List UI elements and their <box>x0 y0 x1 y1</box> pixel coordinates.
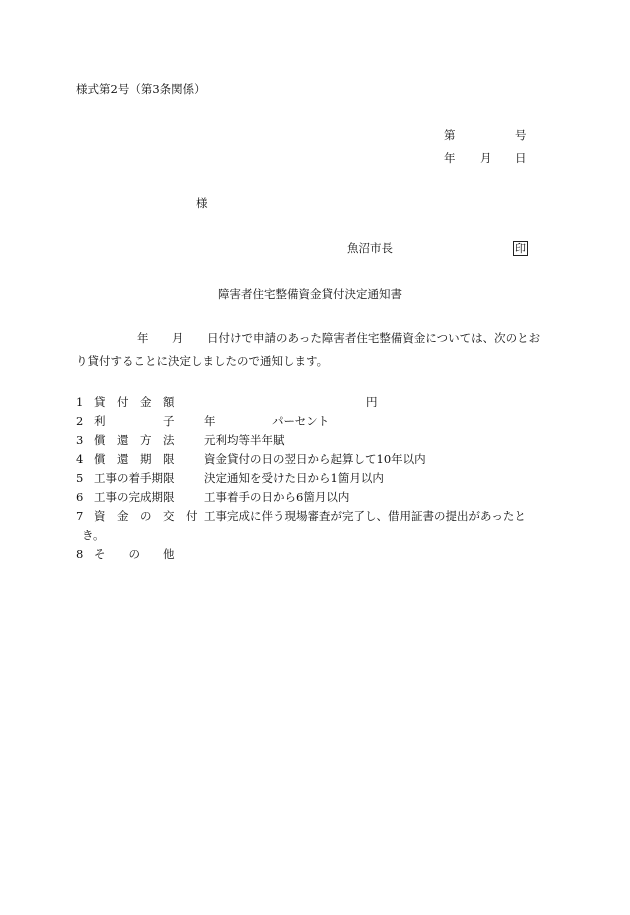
doc-number-suffix: 号 <box>515 128 527 142</box>
document-title: 障害者住宅整備資金貸付決定通知書 <box>218 287 402 301</box>
item-label: 貸 付 金 額 <box>94 395 175 409</box>
item-number: 8 <box>76 547 84 561</box>
issuer-name: 魚沼市長 <box>347 241 393 255</box>
item-value-suffix: パーセント <box>272 414 330 428</box>
item-number: 6 <box>76 490 84 504</box>
body-line2: り貸付することに決定しましたので通知します。 <box>76 354 329 368</box>
issuer-seal <box>513 241 528 256</box>
body-month: 月 <box>172 331 184 345</box>
item-number: 1 <box>76 395 84 409</box>
item-value: 工事着手の日から6箇月以内 <box>204 490 350 504</box>
item-label: 償 還 方 法 <box>94 433 175 447</box>
item-number: 2 <box>76 414 84 428</box>
item-number: 3 <box>76 433 84 447</box>
item-value-suffix: 円 <box>366 395 378 409</box>
date-year: 年 <box>444 151 456 165</box>
item-label: 工事の着手期限 <box>94 471 175 485</box>
item-number: 5 <box>76 471 84 485</box>
date-day: 日 <box>515 151 527 165</box>
item-continuation: き。 <box>82 528 105 542</box>
item-label: そ の 他 <box>94 547 175 561</box>
body-year: 年 <box>137 331 149 345</box>
seal-stamp: 印 <box>515 242 526 255</box>
item-value: 工事完成に伴う現場審査が完了し、借用証書の提出があったと <box>204 509 526 523</box>
doc-number-prefix: 第 <box>444 128 456 142</box>
item-label: 資 金 の 交 付 <box>94 509 198 523</box>
body-line1: 日付けで申請のあった障害者住宅整備資金については、次のとお <box>207 331 541 345</box>
item-label: 工事の完成期限 <box>94 490 175 504</box>
item-value: 資金貸付の日の翌日から起算して10年以内 <box>204 452 426 466</box>
item-value: 年 <box>204 414 216 428</box>
item-value: 決定通知を受けた日から1箇月以内 <box>204 471 384 485</box>
addressee-suffix: 様 <box>196 196 208 210</box>
item-number: 4 <box>76 452 84 466</box>
item-value: 元利均等半年賦 <box>204 433 285 447</box>
item-label: 利 子 <box>94 414 175 428</box>
form-number: 様式第2号（第3条関係） <box>76 82 206 96</box>
item-number: 7 <box>76 509 84 523</box>
date-month: 月 <box>480 151 492 165</box>
item-label: 償 還 期 限 <box>94 452 175 466</box>
